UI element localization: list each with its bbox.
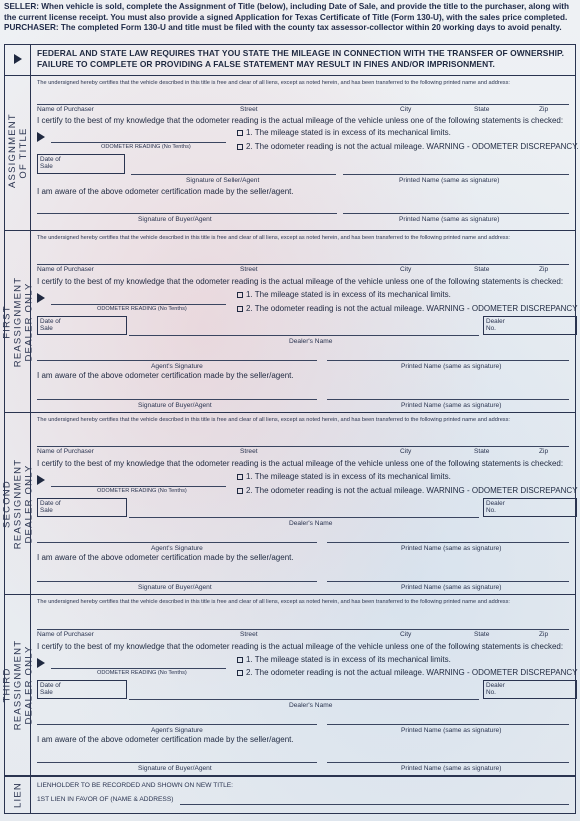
date-of-sale-label: Date of Sale <box>40 318 61 333</box>
odometer-reading-field[interactable] <box>51 304 226 305</box>
option2-label: 2. The odometer reading is not the actual mileage. WARNING - ODOMETER DISCREPANCY <box>246 486 578 495</box>
arrow-right-icon <box>37 475 45 485</box>
seller-signature-line[interactable] <box>131 174 336 175</box>
buyer-printed-name-line[interactable] <box>343 213 569 214</box>
odometer-certify-text: I certify to the best of my knowledge that the odometer reading is the actual mileage of the vehicle unless one of the following statements is checked: <box>37 459 564 468</box>
option2-label: 2. The odometer reading is not the actual mileage. WARNING - ODOMETER DISCREPANCY <box>246 304 578 313</box>
second-reassignment-section <box>1 413 578 595</box>
city-label: City <box>400 266 412 273</box>
certification-text: The undersigned hereby certifies that the vehicle described in this title is free and clear of all liens, except as noted herein, and has been transferred to the following printed name and address: <box>37 235 510 241</box>
seller-printed-name-label: Printed Name (same as signature) <box>399 177 500 184</box>
arrow-right-icon <box>37 658 45 668</box>
section-label: FIRST REASSIGNMENT DEALER ONLY <box>1 276 34 367</box>
buyer-signature-line[interactable] <box>37 581 317 582</box>
state-label: State <box>474 448 490 455</box>
date-of-sale-box[interactable] <box>37 680 127 699</box>
option2-label: 2. The odometer reading is not the actual mileage. WARNING - ODOMETER DISCREPANCY. <box>246 142 579 151</box>
mileage-warning-text: FEDERAL AND STATE LAW REQUIRES THAT YOU STATE THE MILEAGE IN CONNECTION WITH THE TRANSFER OF OWNERSHIP. FAILURE TO COMPLETE OR PROVIDING A FALSE STATEMENT MAY RESULT IN FINES AND/OR IMPRISONMENT. <box>37 48 565 69</box>
buyer-awareness-text: I am aware of the above odometer certification made by the seller/agent. <box>37 735 294 744</box>
mechanical-limits-option[interactable] <box>237 128 451 137</box>
agent-printed-name-label: Printed Name (same as signature) <box>401 727 502 734</box>
section-label: ASSIGNMENT OF TITLE <box>6 113 29 188</box>
seller-instructions: SELLER: When vehicle is sold, complete the Assignment of Title (below), including Date of Sale, and provide the title to the purchaser, along with the current license receipt. You must also provide a signed Application for Texas Certificate of Title (Form 130-U), with the sales price completed. <box>4 2 570 22</box>
state-label: State <box>474 266 490 273</box>
date-of-sale-label: Date of Sale <box>40 500 61 515</box>
third-reassignment-section <box>1 595 578 776</box>
city-label: City <box>400 631 412 638</box>
odometer-reading-label: ODOMETER READING (No Tenths) <box>97 670 187 676</box>
section-label: THIRD REASSIGNMENT DEALER ONLY <box>1 639 34 731</box>
section-side-band <box>1 413 34 594</box>
odometer-reading-label: ODOMETER READING (No Tenths) <box>97 488 187 494</box>
checkbox-odometer-discrepancy[interactable] <box>237 488 243 494</box>
dealers-name-label: Dealer's Name <box>289 520 333 527</box>
city-label: City <box>400 106 412 113</box>
date-of-sale-label: Date of Sale <box>40 156 61 171</box>
agent-signature-label: Agent's Signature <box>151 363 203 370</box>
certification-text: The undersigned hereby certifies that the vehicle described in this title is free and clear of all liens, except as noted herein, and has been transferred to the following printed name and address: <box>37 599 510 605</box>
first-lien-field[interactable] <box>180 804 569 805</box>
checkbox-odometer-discrepancy[interactable] <box>237 306 243 312</box>
agent-printed-name-line[interactable] <box>327 542 569 543</box>
checkbox-mechanical-limits[interactable] <box>237 130 243 136</box>
purchaser-address-field[interactable] <box>37 264 569 265</box>
buyer-printed-name-line[interactable] <box>327 762 569 763</box>
checkbox-odometer-discrepancy[interactable] <box>237 144 243 150</box>
purchaser-instructions: PURCHASER: The completed Form 130-U and title must be filed with the county tax assessor-collector within 20 working days to avoid penalty. <box>4 23 562 32</box>
odometer-discrepancy-option[interactable] <box>237 304 578 313</box>
checkbox-mechanical-limits[interactable] <box>237 292 243 298</box>
odometer-certify-text: I certify to the best of my knowledge that the odometer reading is the actual mileage of the vehicle unless one of the following statements is checked: <box>37 116 564 125</box>
seller-printed-name-line[interactable] <box>343 174 569 175</box>
buyer-signature-line[interactable] <box>37 399 317 400</box>
odometer-certify-text: I certify to the best of my knowledge that the odometer reading is the actual mileage of the vehicle unless one of the following statements is checked: <box>37 642 564 651</box>
certification-text: The undersigned hereby certifies that the vehicle described in this title is free and clear of all liens, except as noted herein, and has been transferred to the following printed name and address: <box>37 417 510 423</box>
first-reassignment-section <box>1 231 578 413</box>
buyer-signature-label: Signature of Buyer/Agent <box>138 584 212 591</box>
checkbox-odometer-discrepancy[interactable] <box>237 670 243 676</box>
buyer-signature-line[interactable] <box>37 213 337 214</box>
date-of-sale-box[interactable] <box>37 154 125 174</box>
date-of-sale-box[interactable] <box>37 498 127 517</box>
seller-signature-label: Signature of Seller/Agent <box>186 177 260 184</box>
odometer-reading-field[interactable] <box>51 486 226 487</box>
dealers-name-line[interactable] <box>129 699 479 700</box>
option1-label: 1. The mileage stated is in excess of its mechanical limits. <box>246 472 451 481</box>
buyer-printed-name-label: Printed Name (same as signature) <box>399 216 500 223</box>
agent-signature-line[interactable] <box>37 360 317 361</box>
odometer-reading-field[interactable] <box>51 668 226 669</box>
agent-printed-name-line[interactable] <box>327 724 569 725</box>
street-label: Street <box>240 106 258 113</box>
seller-purchaser-instructions <box>4 2 576 44</box>
section-side-band <box>1 595 34 775</box>
agent-signature-label: Agent's Signature <box>151 545 203 552</box>
agent-printed-name-label: Printed Name (same as signature) <box>401 363 502 370</box>
dealers-name-label: Dealer's Name <box>289 702 333 709</box>
street-label: Street <box>240 266 258 273</box>
buyer-signature-label: Signature of Buyer/Agent <box>138 216 212 223</box>
odometer-reading-label: ODOMETER READING (No Tenths) <box>101 144 191 150</box>
arrow-right-icon <box>37 293 45 303</box>
date-of-sale-box[interactable] <box>37 316 127 335</box>
arrow-right-icon <box>37 132 45 142</box>
option1-label: 1. The mileage stated is in excess of its mechanical limits. <box>246 290 451 299</box>
buyer-printed-name-label: Printed Name (same as signature) <box>401 402 502 409</box>
section-side-band <box>1 231 34 412</box>
buyer-awareness-text: I am aware of the above odometer certification made by the seller/agent. <box>37 371 294 380</box>
buyer-signature-line[interactable] <box>37 762 317 763</box>
assignment-of-title-section <box>4 76 579 231</box>
agent-signature-label: Agent's Signature <box>151 727 203 734</box>
odometer-discrepancy-option[interactable] <box>237 668 578 677</box>
odometer-discrepancy-option[interactable] <box>237 486 578 495</box>
odometer-reading-label: ODOMETER READING (No Tenths) <box>97 306 187 312</box>
option2-label: 2. The odometer reading is not the actual mileage. WARNING - ODOMETER DISCREPANCY <box>246 668 578 677</box>
odometer-reading-field[interactable] <box>51 142 226 143</box>
buyer-awareness-text: I am aware of the above odometer certification made by the seller/agent. <box>37 187 294 196</box>
lien-section <box>4 776 576 814</box>
zip-label: Zip <box>539 448 549 455</box>
mechanical-limits-option[interactable] <box>237 290 451 299</box>
odometer-certify-text: I certify to the best of my knowledge that the odometer reading is the actual mileage of the vehicle unless one of the following statements is checked: <box>37 277 564 286</box>
option1-label: 1. The mileage stated is in excess of its mechanical limits. <box>246 655 451 664</box>
name-of-purchaser-label: Name of Purchaser <box>37 448 94 455</box>
city-label: City <box>400 448 412 455</box>
name-of-purchaser-label: Name of Purchaser <box>37 631 94 638</box>
agent-signature-line[interactable] <box>37 542 317 543</box>
agent-printed-name-label: Printed Name (same as signature) <box>401 545 502 552</box>
name-of-purchaser-label: Name of Purchaser <box>37 106 94 113</box>
dealers-name-line[interactable] <box>129 335 479 336</box>
lienholder-instruction: LIENHOLDER TO BE RECORDED AND SHOWN ON NEW TITLE: <box>37 782 234 789</box>
section-label: SECOND REASSIGNMENT DEALER ONLY <box>1 458 34 549</box>
buyer-signature-label: Signature of Buyer/Agent <box>138 765 212 772</box>
zip-label: Zip <box>539 266 549 273</box>
option1-label: 1. The mileage stated is in excess of its mechanical limits. <box>246 128 451 137</box>
dealer-number-box[interactable] <box>483 680 577 699</box>
certification-text: The undersigned hereby certifies that the vehicle described in this title is free and clear of all liens, except as noted herein, and has been transferred to the following printed name and address: <box>37 80 510 86</box>
dealer-number-label: Dealer No. <box>486 682 505 697</box>
warning-arrow-cell <box>5 45 31 75</box>
odometer-discrepancy-option[interactable] <box>237 142 579 151</box>
checkbox-mechanical-limits[interactable] <box>237 474 243 480</box>
dealer-number-box[interactable] <box>483 498 577 517</box>
first-lien-label: 1ST LIEN IN FAVOR OF (NAME & ADDRESS) <box>37 796 174 803</box>
arrow-right-icon <box>14 54 22 64</box>
dealer-number-box[interactable] <box>483 316 577 335</box>
zip-label: Zip <box>539 631 549 638</box>
section-side-band <box>5 76 31 230</box>
street-label: Street <box>240 448 258 455</box>
buyer-printed-name-line[interactable] <box>327 581 569 582</box>
dealers-name-line[interactable] <box>129 517 479 518</box>
buyer-printed-name-label: Printed Name (same as signature) <box>401 584 502 591</box>
agent-signature-line[interactable] <box>37 724 317 725</box>
dealers-name-label: Dealer's Name <box>289 338 333 345</box>
street-label: Street <box>240 631 258 638</box>
name-of-purchaser-label: Name of Purchaser <box>37 266 94 273</box>
purchaser-address-field[interactable] <box>37 104 569 105</box>
buyer-printed-name-line[interactable] <box>327 399 569 400</box>
mileage-warning-box <box>4 44 576 76</box>
checkbox-mechanical-limits[interactable] <box>237 657 243 663</box>
state-label: State <box>474 106 490 113</box>
buyer-printed-name-label: Printed Name (same as signature) <box>401 765 502 772</box>
agent-printed-name-line[interactable] <box>327 360 569 361</box>
dealer-number-label: Dealer No. <box>486 500 505 515</box>
date-of-sale-label: Date of Sale <box>40 682 61 697</box>
zip-label: Zip <box>539 106 549 113</box>
mechanical-limits-option[interactable] <box>237 655 451 664</box>
mechanical-limits-option[interactable] <box>237 472 451 481</box>
buyer-awareness-text: I am aware of the above odometer certification made by the seller/agent. <box>37 553 294 562</box>
state-label: State <box>474 631 490 638</box>
section-side-band <box>5 777 31 813</box>
purchaser-address-field[interactable] <box>37 629 569 630</box>
buyer-signature-label: Signature of Buyer/Agent <box>138 402 212 409</box>
lien-side-label: LIEN <box>12 782 23 808</box>
dealer-number-label: Dealer No. <box>486 318 505 333</box>
purchaser-address-field[interactable] <box>37 446 569 447</box>
